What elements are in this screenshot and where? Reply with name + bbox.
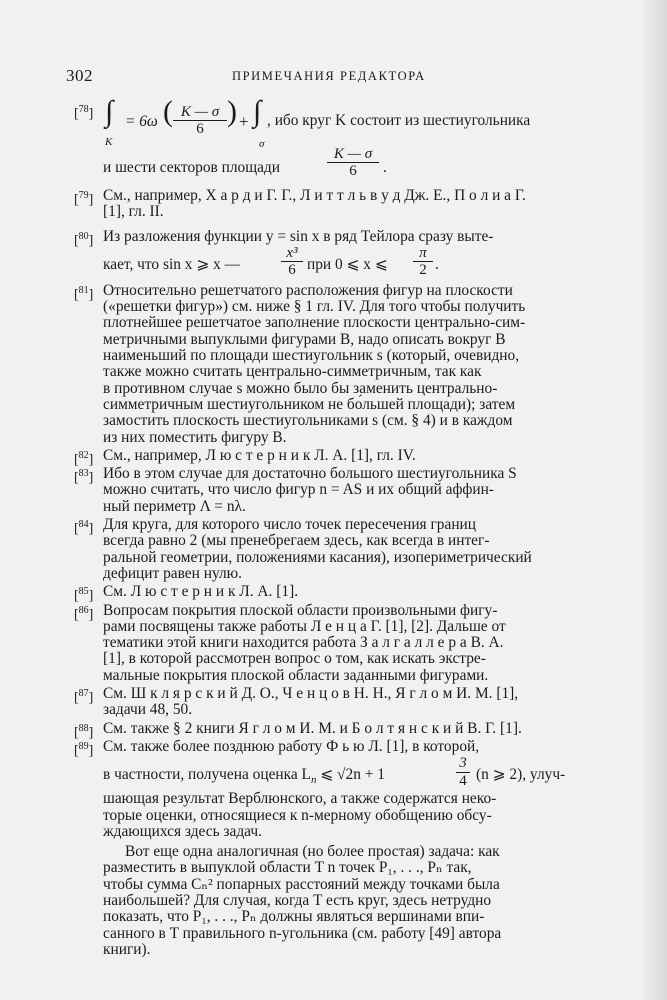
note-82 [66, 446, 596, 468]
fraction-numerator: x³ [281, 245, 303, 262]
note-number: [$^{79}$] [74, 190, 94, 208]
note-line: Ибо в этом случае для достаточно большого шестиугольника S [103, 465, 517, 483]
note-number: [$^{86}$] [74, 604, 94, 623]
integral-sign-icon: ∫ [105, 95, 114, 128]
note-line: См. Ш к л я р с к и й Д. О., Ч е н ц о в Н. Н., Я г л о м И. М. [1], [103, 685, 519, 703]
note-86 [66, 603, 596, 684]
running-head: ПРИМЕЧАНИЯ РЕДАКТОРА [232, 69, 426, 83]
formula-fraction [456, 755, 470, 789]
note-line: задачи 48, 50. [103, 701, 193, 719]
integral-formula [103, 95, 596, 150]
note-number: [$^{80}$] [74, 230, 94, 249]
note-number: [$^{83}$] [74, 468, 94, 486]
note-number: [$^{89}$] [74, 740, 94, 759]
note-number: [$^{84}$] [74, 519, 94, 537]
note-number: [$^{85}$] [74, 586, 94, 604]
page-header [66, 66, 600, 90]
note-text: (n ⩾ 2), улуч- [476, 766, 566, 784]
note-87 [66, 686, 596, 719]
fraction-numerator: π [413, 245, 433, 262]
integral-lower-limit: K [105, 136, 113, 148]
note-line: торые оценки, относящиеся к n-мерному обобщению обсу- [103, 806, 492, 824]
note-line: Вопросам покрытия плоской области произвольными фигу- [103, 601, 498, 619]
note-83 [66, 466, 596, 515]
paragraph-line: Вот еще одна аналогичная (но более простая) задача: как [125, 843, 500, 861]
note-line: ждающихся здесь задач. [103, 822, 262, 840]
fraction-denominator: 6 [349, 163, 357, 180]
note-line: метричными выпуклыми фигурами B, надо описать вокруг B [103, 330, 506, 348]
note-line: Относительно решетчатого расположения фигур на плоскости [103, 281, 513, 299]
note-text [103, 767, 385, 788]
note-line: можно считать, что число фигур n = AS и их общий аффин- [103, 481, 494, 499]
integral-sign-icon: ∫ [253, 95, 262, 128]
note-line: плотнейшее решетчатое заполнение плоскости центрально-сим- [103, 314, 526, 332]
editor-notes [66, 95, 596, 958]
note-number: [$^{87}$] [74, 688, 94, 706]
note-line [103, 245, 596, 281]
note-line: всегда равно 2 (мы пренебрегаем здесь, как всегда в интег- [103, 532, 490, 550]
note-79 [66, 188, 596, 221]
note-line: дефицит равен нулю. [103, 564, 243, 582]
fraction-denominator: 4 [459, 772, 467, 789]
fraction-denominator: 6 [288, 262, 296, 279]
note-text: кает, что sin x ⩾ x — [103, 255, 241, 273]
note-number: [$^{78}$] [74, 104, 94, 122]
note-80 [66, 229, 596, 281]
page-number: 302 [66, 66, 93, 85]
note-line: См. Л ю с т е р н и к Л. А. [1]. [103, 583, 299, 601]
note-89 [66, 739, 596, 840]
note-81 [66, 283, 596, 446]
note-line: ральной геометрии, положениями касания), изопериметрический [103, 548, 532, 566]
note-line: из них поместить фигуру B. [103, 428, 287, 446]
note-line: См. также более позднюю работу Ф ь ю Л. [1], в которой, [103, 737, 480, 755]
note-line: тематики этой книги находится работа З а л г а л л е р а В. А. [103, 634, 504, 652]
note-line: замостить плоскость шестиугольниками s (см. § 4) и в каждом [103, 412, 513, 430]
note-line: также можно считать центрально-симметричным, так как [103, 363, 482, 381]
note-85 [66, 583, 596, 604]
fraction-denominator: 2 [419, 262, 427, 279]
estimate-text: в частности, получена оценка L [103, 766, 311, 784]
note-line: См., например, Х а р д и Г. Г., Л и т т л ь в у д Дж. Е., П о л и а Г. [103, 187, 526, 204]
note-text: и шести секторов площади [103, 159, 280, 176]
note-text: . [383, 159, 387, 176]
paragraph-line: разместить в выпуклой области T n точек P₁, . . ., Pₙ так, [103, 859, 472, 877]
note-number: [$^{81}$] [74, 284, 94, 303]
fraction-numerator: 3 [456, 755, 470, 772]
note-line [103, 755, 596, 791]
paragraph-line: чтобы сумма Cₙ² попарных расстояний между точками была [103, 875, 500, 893]
note-text: . [435, 255, 439, 273]
note-line: См., например, Л ю с т е р н и к Л. А. [1], гл. IV. [103, 446, 416, 464]
closing-paragraph [66, 844, 596, 958]
note-line: шающая результат Верблюнского, а также содержатся неко- [103, 790, 497, 808]
note-line: в противном случае s можно было бы заменить центрально- [103, 379, 498, 397]
note-number: [$^{88}$] [74, 722, 94, 741]
note-line: наименьший по площади шестиугольник s (который, очевидно, [103, 347, 520, 365]
fraction-numerator: K — σ [327, 146, 379, 163]
note-line: («решетки фигур») см. ниже § 1 гл. IV. Для того чтобы получить [103, 298, 526, 316]
note-78 [66, 95, 596, 186]
note-text: при 0 ⩽ x ⩽ [307, 255, 388, 273]
formula-fraction [413, 245, 433, 279]
formula-fraction [281, 245, 303, 279]
page-gutter-shadow [641, 0, 667, 1000]
fraction-numerator: K — σ [173, 104, 227, 121]
paragraph-line: санного в T правильного n-угольника (см. работу [49] автора [103, 924, 502, 942]
fraction-denominator: 6 [196, 121, 204, 138]
note-line: ный периметр Λ = nλ. [103, 497, 246, 515]
plus-sign: + [239, 112, 249, 131]
estimate-radical: ⩽ √2n + 1 [316, 766, 385, 784]
note-number: [$^{82}$] [74, 449, 94, 468]
note-text: , ибо круг K состоит из шестиугольника [267, 112, 531, 129]
note-84 [66, 517, 596, 582]
formula-fraction [327, 146, 379, 180]
note-line: мальные покрытия плоской области заданными фигурами. [103, 666, 489, 684]
note-line: Из разложения функции y = sin x в ряд Тейлора сразу выте- [103, 227, 494, 245]
formula-coefficient: = 6ω [125, 113, 158, 130]
note-line: [1], в которой рассмотрен вопрос о том, как искать экстре- [103, 650, 486, 668]
note-line: Для круга, для которого число точек пересечения границ [103, 516, 477, 534]
formula-fraction [173, 104, 227, 138]
note-line: рами посвящены также работы Л е н ц а Г. [1], [2]. Дальше от [103, 617, 506, 635]
note-line: [1], гл. II. [103, 203, 164, 221]
note-line: См. также § 2 книги Я г л о м И. М. и Б о л т я н с к и й В. Г. [1]. [103, 719, 522, 737]
right-paren-icon: ) [227, 95, 237, 128]
note-88 [66, 719, 596, 741]
paragraph-line: показать, что P₁, . . ., Pₙ должны являться вершинами впи- [103, 908, 485, 926]
estimate-subscript: n [310, 774, 317, 787]
paragraph-line: книги). [103, 940, 151, 958]
integral-lower-limit: σ [259, 138, 265, 150]
note-line [103, 146, 596, 186]
paragraph-line: наибольшей? Для случая, когда T есть круг, здесь нетрудно [103, 891, 492, 909]
left-paren-icon: ( [163, 95, 173, 128]
note-line: симметричным шестиугольником не бо́льшей площади); затем [103, 395, 516, 413]
